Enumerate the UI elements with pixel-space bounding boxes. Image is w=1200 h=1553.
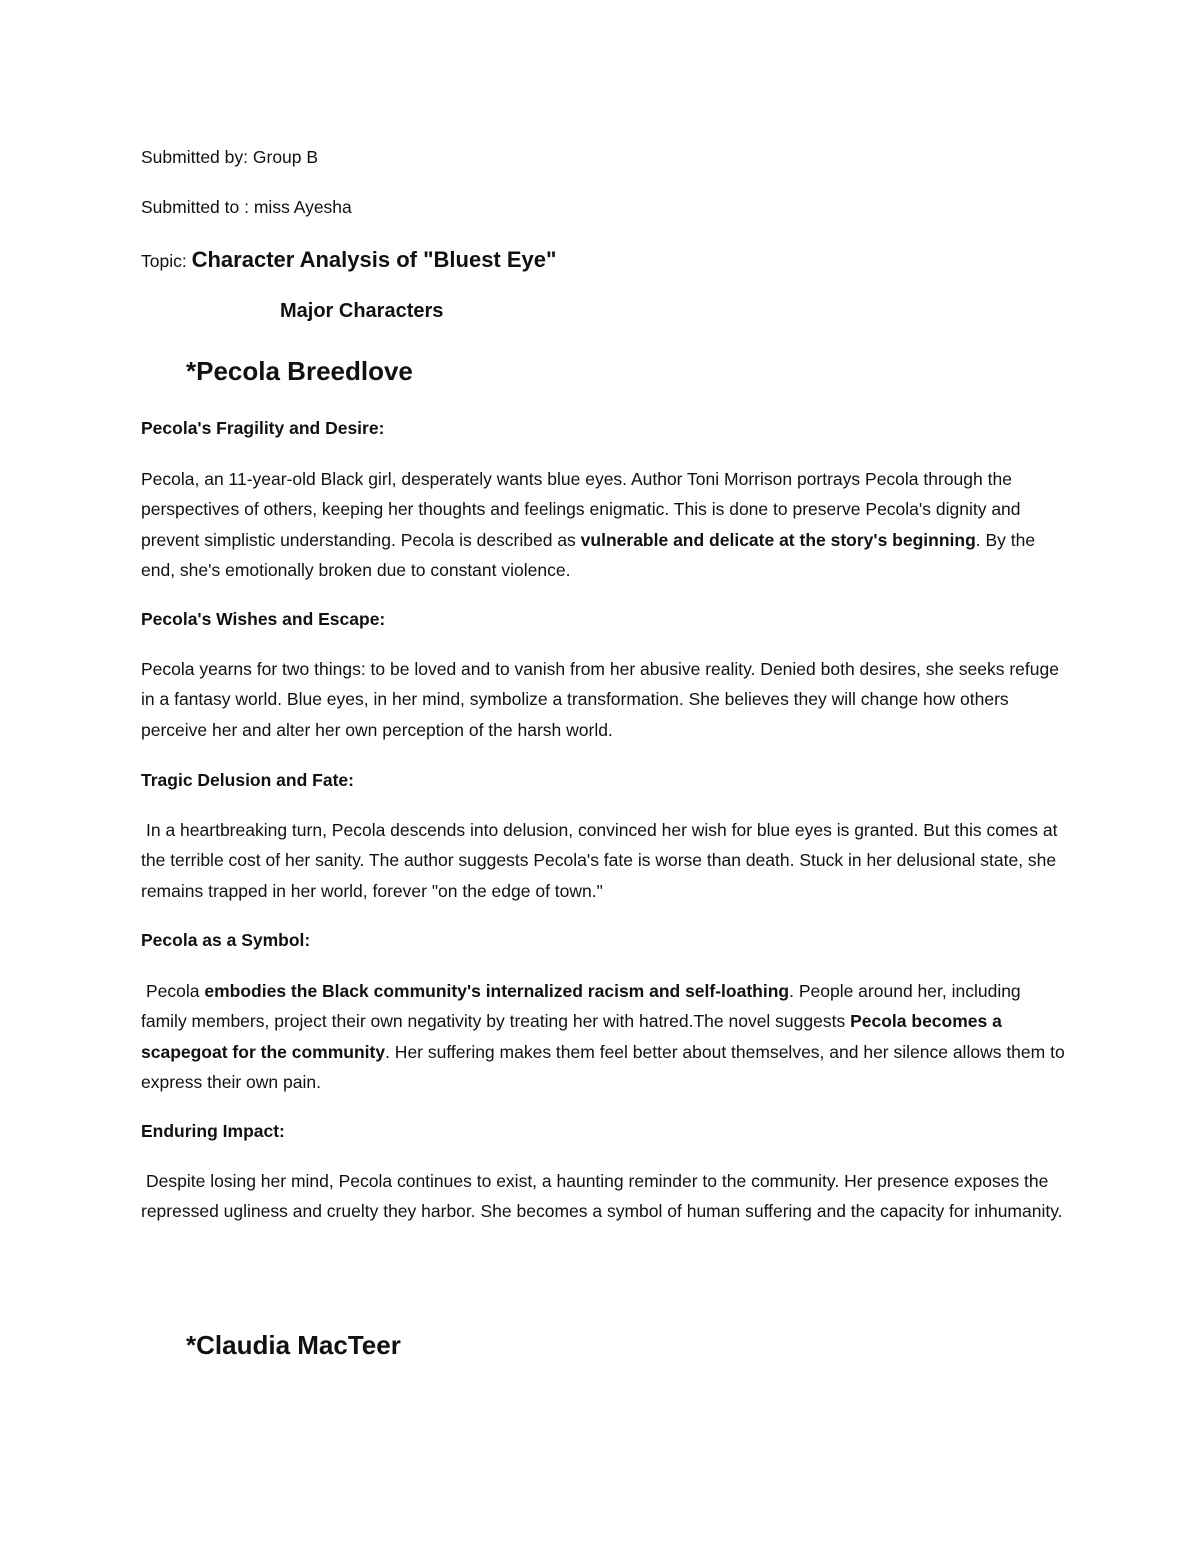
text-run: . Her suffering makes them feel better about themselves, and her silence allows them to express their own pain. xyxy=(141,1041,1065,1092)
topic-line xyxy=(141,248,556,273)
submitted-to-value: miss Ayesha xyxy=(253,197,352,217)
section-heading-impact: Enduring Impact: xyxy=(141,1121,285,1141)
section-text-impact: Despite losing her mind, Pecola continues to exist, a haunting reminder to the community. Her presence exposes the repressed ugliness and cruelty they harbor. She becomes a symbol of human suffering and the capacity for inhumanity. xyxy=(141,1171,1063,1222)
submitted-by-line xyxy=(141,145,318,169)
section-text-delusion: In a heartbreaking turn, Pecola descends into delusion, convinced her wish for blue eyes is granted. But this comes at the terrible cost of her sanity. The author suggests Pecola's fate is worse than death. Stuck in her delusional state, she remains trapped in her world, forever "on the edge of town." xyxy=(141,820,1058,901)
section-heading-delusion: Tragic Delusion and Fate: xyxy=(141,770,354,790)
section-heading-wishes: Pecola's Wishes and Escape: xyxy=(141,609,386,629)
submitted-by-label: Submitted by: xyxy=(141,147,248,167)
text-run: Pecola xyxy=(146,981,205,1001)
section-text-symbol xyxy=(141,976,1071,1097)
submitted-to-line xyxy=(141,195,352,219)
text-run: . People around her, including family members, project their own negativity by treating her with hatred.The novel suggests xyxy=(141,981,1021,1032)
character-name-pecola: *Pecola Breedlove xyxy=(186,356,413,386)
section-title: Major Characters xyxy=(280,300,444,322)
topic-label: Topic: xyxy=(141,251,187,271)
text-run: Pecola, an 11-year-old Black girl, desperately wants blue eyes. Author Toni Morrison portrays Pecola through the perspectives of others, keeping her thoughts and feelings enigmatic. This is done to preserve Pecola's dignity and prevent simplistic understanding. Pecola is described as xyxy=(141,469,1021,550)
submitted-to-label: Submitted to : xyxy=(141,197,249,217)
topic-title: Character Analysis of "Bluest Eye" xyxy=(191,247,557,272)
bold-run: Pecola becomes a scapegoat for the community xyxy=(141,1011,1002,1062)
section-text-fragility xyxy=(141,464,1071,585)
text-run: . By the end, she's emotionally broken due to constant violence. xyxy=(141,529,1036,580)
section-heading-fragility: Pecola's Fragility and Desire: xyxy=(141,418,385,438)
bold-run: vulnerable and delicate at the story's beginning xyxy=(580,529,976,550)
character-name-claudia: *Claudia MacTeer xyxy=(186,1330,401,1360)
section-text-wishes: Pecola yearns for two things: to be loved and to vanish from her abusive reality. Denied both desires, she seeks refuge in a fantasy world. Blue eyes, in her mind, symbolize a transformation. She believes they will change how others perceive her and alter her own perception of the harsh world. xyxy=(141,659,1059,740)
submitted-by-value: Group B xyxy=(252,147,319,167)
bold-run: embodies the Black community's internalized racism and self-loathing xyxy=(204,981,790,1001)
section-heading-symbol: Pecola as a Symbol: xyxy=(141,930,311,950)
